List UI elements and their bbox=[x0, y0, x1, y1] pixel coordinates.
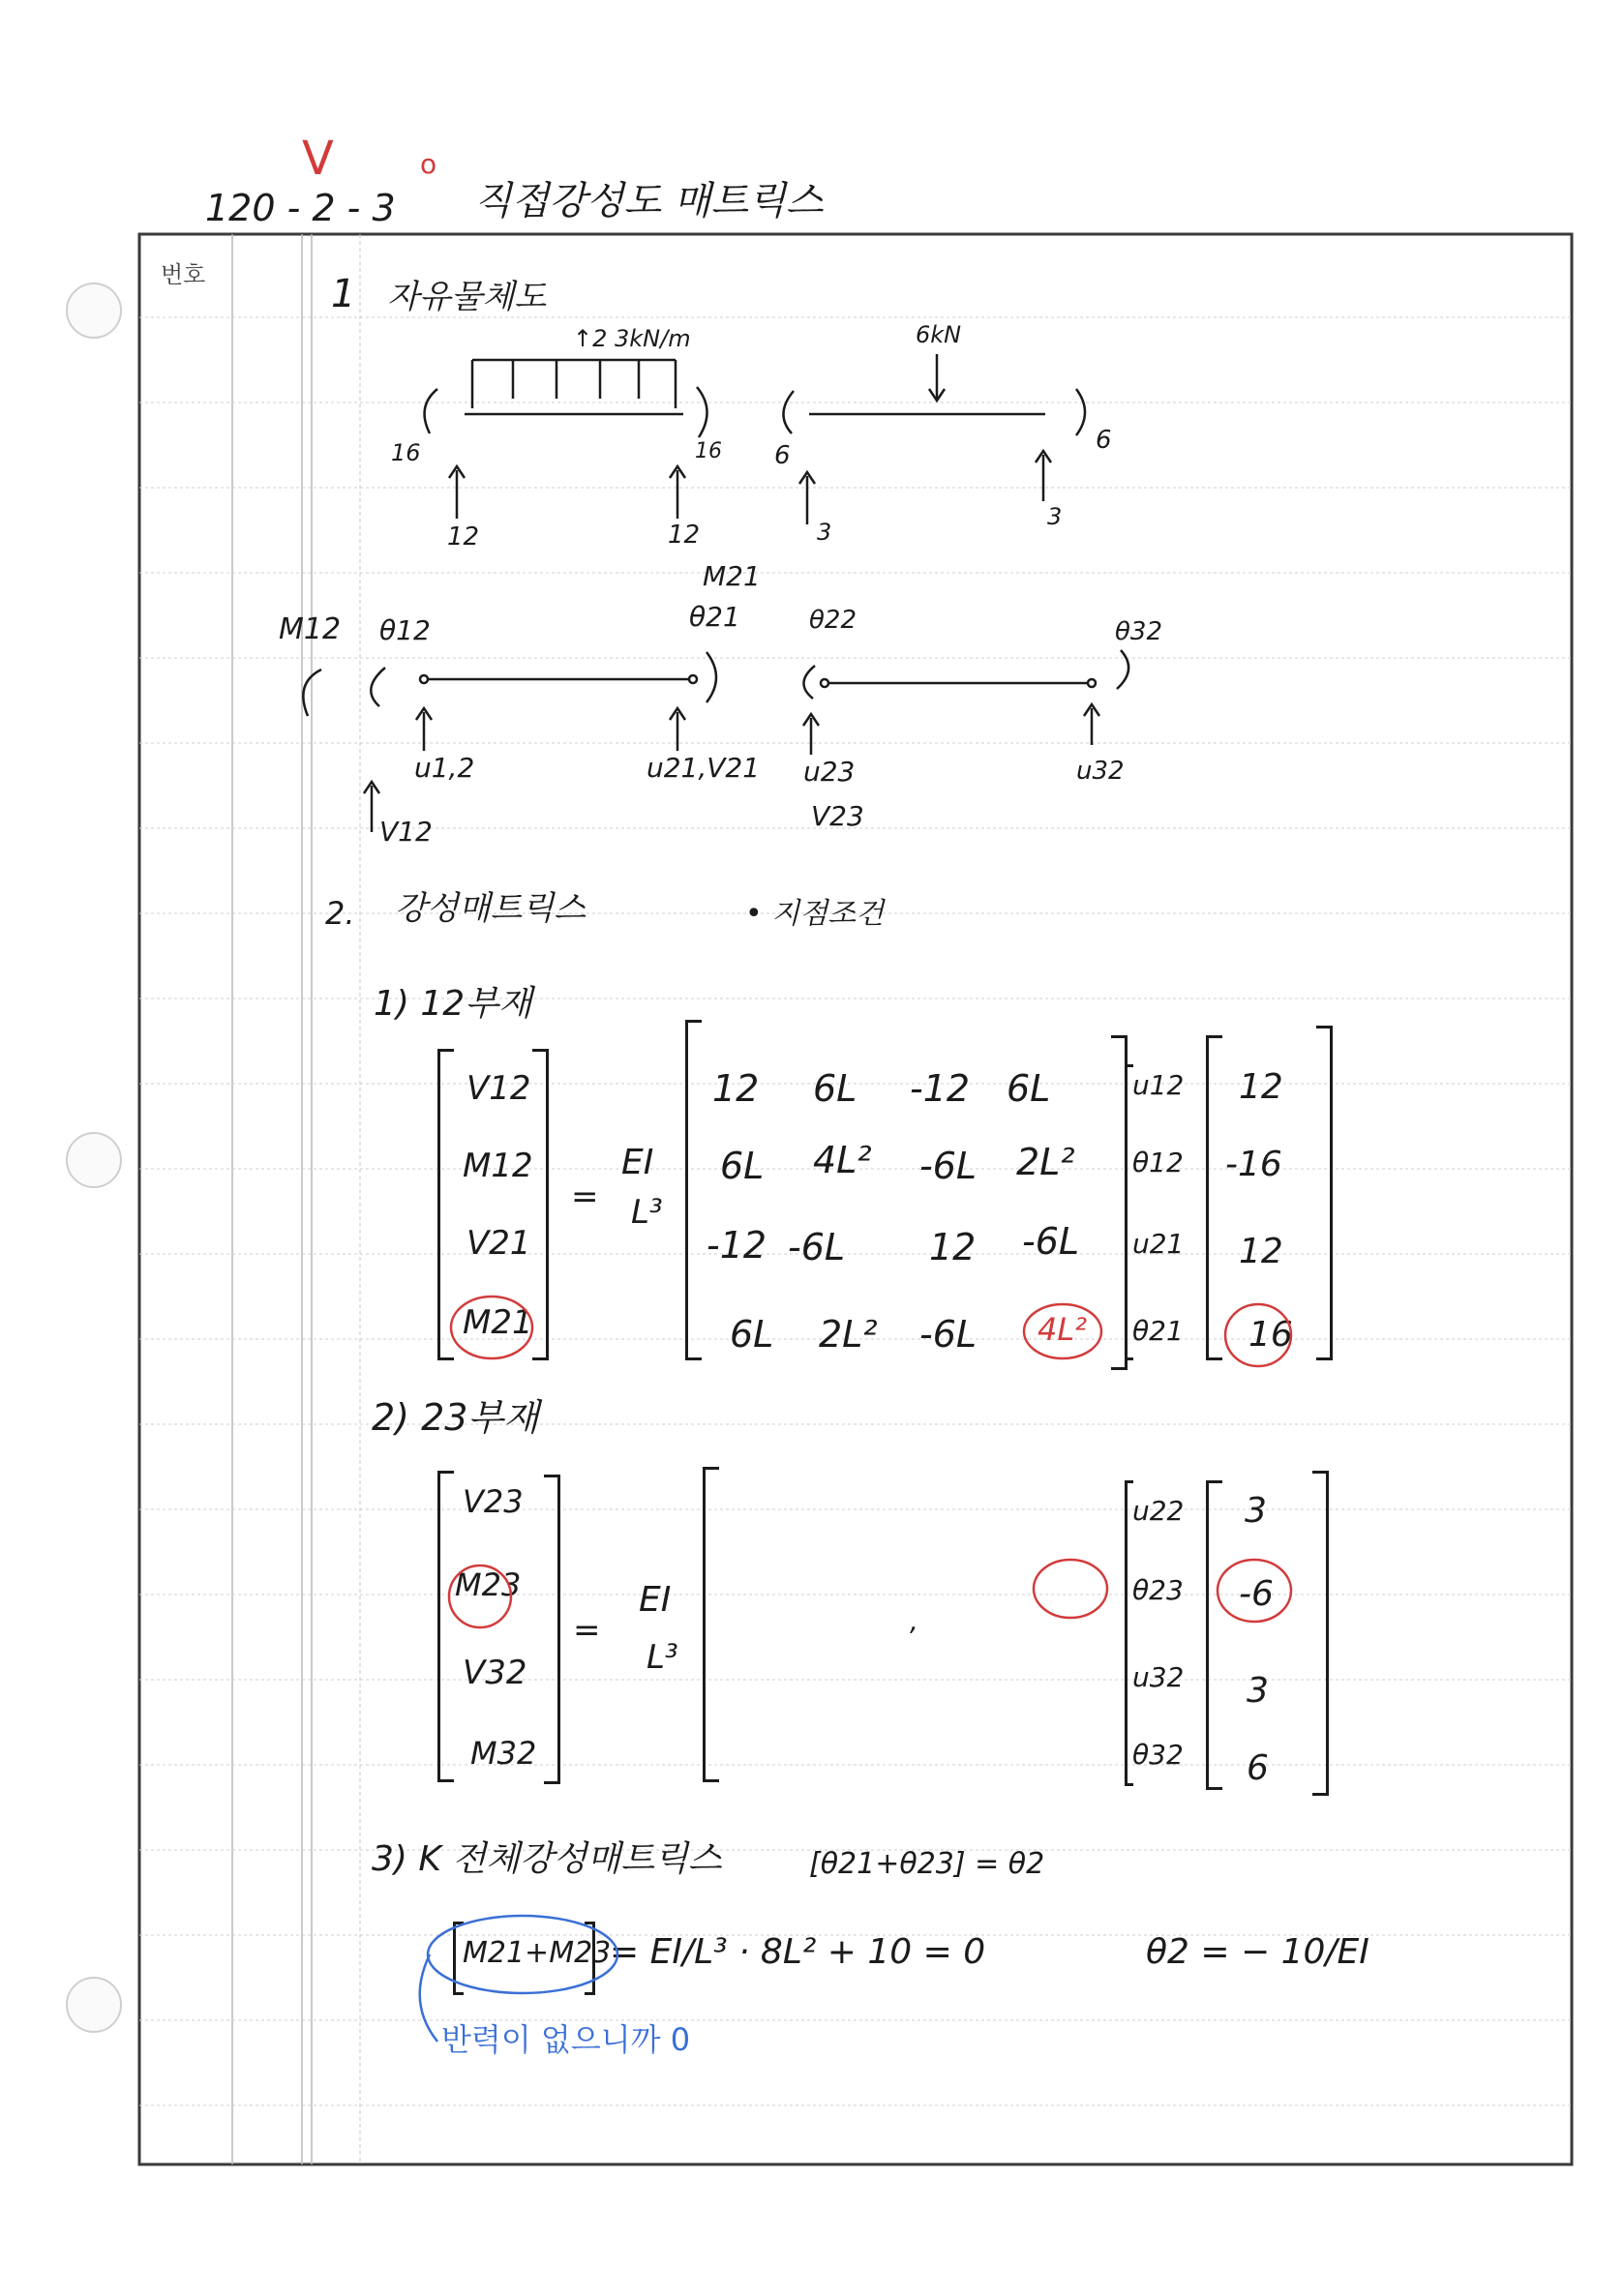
disp-23-theta32: θ32 bbox=[1132, 1739, 1184, 1771]
global-result: θ2 = − 10/EI bbox=[1146, 1932, 1369, 1972]
k12-r1c0: 6L bbox=[720, 1145, 765, 1187]
moment-right-23: 6 bbox=[1096, 426, 1112, 455]
separator-23: , bbox=[910, 1605, 918, 1637]
k12-r0c1: 6L bbox=[813, 1067, 857, 1110]
fixed-end-12-3: 16 bbox=[1248, 1315, 1293, 1355]
factor-23-top: EI bbox=[639, 1580, 672, 1620]
fixed-end-12-2: 12 bbox=[1239, 1232, 1283, 1271]
factor-12-top: EI bbox=[621, 1143, 654, 1182]
global-lhs: M21+M23 bbox=[463, 1936, 612, 1970]
label-theta21: θ21 bbox=[689, 601, 740, 633]
udl-label: ↑2 3kN/m bbox=[573, 325, 691, 352]
section-1-index: 1 bbox=[331, 272, 356, 316]
fixed-end-23-2: 3 bbox=[1247, 1671, 1269, 1711]
k12-r2c2: 12 bbox=[929, 1226, 977, 1268]
section-1-title: 자유물체도 bbox=[387, 278, 547, 316]
reaction-1: 12 bbox=[447, 522, 480, 552]
number-label: 번호 bbox=[161, 261, 206, 288]
factor-12-bottom: L³ bbox=[631, 1193, 663, 1232]
disp-12-u21: u21 bbox=[1132, 1228, 1185, 1260]
fixed-end-12-0: 12 bbox=[1239, 1067, 1283, 1107]
circle-mark: o bbox=[420, 148, 437, 180]
force-12-V21: V21 bbox=[466, 1224, 531, 1263]
label-V23: V23 bbox=[811, 800, 864, 832]
member-12-heading: 1) 12부재 bbox=[374, 984, 532, 1024]
disp-12-theta12: θ12 bbox=[1132, 1147, 1184, 1178]
point-load-label: 6kN bbox=[916, 321, 962, 348]
disp-23-u22: u22 bbox=[1132, 1495, 1185, 1527]
page-title: 직접강성도 매트릭스 bbox=[474, 179, 824, 224]
k12-r1c1: 4L² bbox=[813, 1139, 872, 1181]
k12-r3c2: -6L bbox=[919, 1313, 977, 1356]
k12-r1c3: 2L² bbox=[1016, 1141, 1075, 1183]
factor-23-bottom: L³ bbox=[647, 1638, 678, 1677]
problem-number: 120 - 2 - 3 bbox=[205, 187, 396, 229]
label-u21-V21: u21,V21 bbox=[647, 752, 761, 784]
global-equation: = EI/L³ · 8L² + 10 = 0 bbox=[610, 1932, 986, 1972]
label-u12: u1,2 bbox=[414, 752, 475, 784]
k12-r0c2: -12 bbox=[910, 1067, 971, 1110]
k12-r3c1: 2L² bbox=[819, 1313, 878, 1356]
section-2-index: 2. bbox=[325, 895, 355, 932]
label-theta32: θ32 bbox=[1115, 617, 1162, 646]
member-23-heading: 2) 23부재 bbox=[372, 1396, 539, 1439]
global-heading: 3) K 전체강성매트릭스 bbox=[372, 1839, 722, 1879]
fixed-end-23-1: -6 bbox=[1239, 1574, 1274, 1614]
reaction-4: 3 bbox=[1047, 503, 1063, 530]
reaction-3: 3 bbox=[817, 519, 832, 546]
reaction-2: 12 bbox=[668, 521, 701, 550]
label-theta12: θ12 bbox=[379, 614, 431, 646]
fixed-end-23-3: 6 bbox=[1247, 1748, 1269, 1788]
force-23-M32: M32 bbox=[470, 1735, 537, 1772]
force-12-M12: M12 bbox=[463, 1147, 533, 1185]
label-M21: M21 bbox=[703, 560, 761, 592]
disp-23-u32: u32 bbox=[1132, 1661, 1185, 1693]
moment-left-23: 6 bbox=[774, 441, 791, 470]
force-23-V23: V23 bbox=[463, 1483, 524, 1520]
moment-right-12: 16 bbox=[695, 439, 722, 463]
force-23-V32: V32 bbox=[463, 1654, 527, 1692]
disp-12-theta21: θ21 bbox=[1132, 1315, 1184, 1347]
fixed-end-23-0: 3 bbox=[1245, 1491, 1267, 1531]
k12-r2c1: -6L bbox=[788, 1226, 846, 1268]
global-note: 반력이 없으니까 0 bbox=[441, 2021, 691, 2058]
k12-r2c3: -6L bbox=[1022, 1220, 1080, 1263]
force-12-M21: M21 bbox=[463, 1303, 533, 1342]
check-mark: V bbox=[302, 132, 334, 186]
equals-12: = bbox=[571, 1178, 599, 1216]
section-2-title: 강성매트릭스 bbox=[395, 889, 586, 928]
k12-r3c0: 6L bbox=[730, 1313, 774, 1356]
equals-23: = bbox=[573, 1611, 601, 1650]
label-u23: u23 bbox=[803, 756, 856, 788]
label-u32: u32 bbox=[1076, 757, 1125, 786]
k12-r0c0: 12 bbox=[712, 1067, 760, 1110]
disp-23-theta23: θ23 bbox=[1132, 1574, 1184, 1606]
k12-r0c3: 6L bbox=[1007, 1067, 1051, 1110]
global-bracket-note: [θ21+θ23] = θ2 bbox=[809, 1847, 1045, 1881]
k12-r2c0: -12 bbox=[707, 1224, 767, 1267]
label-V12: V12 bbox=[379, 816, 433, 848]
label-theta22: θ22 bbox=[809, 606, 857, 635]
moment-left-12: 16 bbox=[391, 439, 421, 466]
support-conditions: • 지점조건 bbox=[745, 897, 885, 931]
label-M12: M12 bbox=[279, 612, 342, 646]
k12-r3c3: 4L² bbox=[1038, 1311, 1088, 1348]
k12-r1c2: -6L bbox=[919, 1145, 977, 1187]
force-23-M23: M23 bbox=[455, 1566, 522, 1603]
fixed-end-12-1: -16 bbox=[1225, 1145, 1282, 1184]
force-12-V12: V12 bbox=[466, 1069, 531, 1108]
disp-12-u12: u12 bbox=[1132, 1069, 1185, 1101]
